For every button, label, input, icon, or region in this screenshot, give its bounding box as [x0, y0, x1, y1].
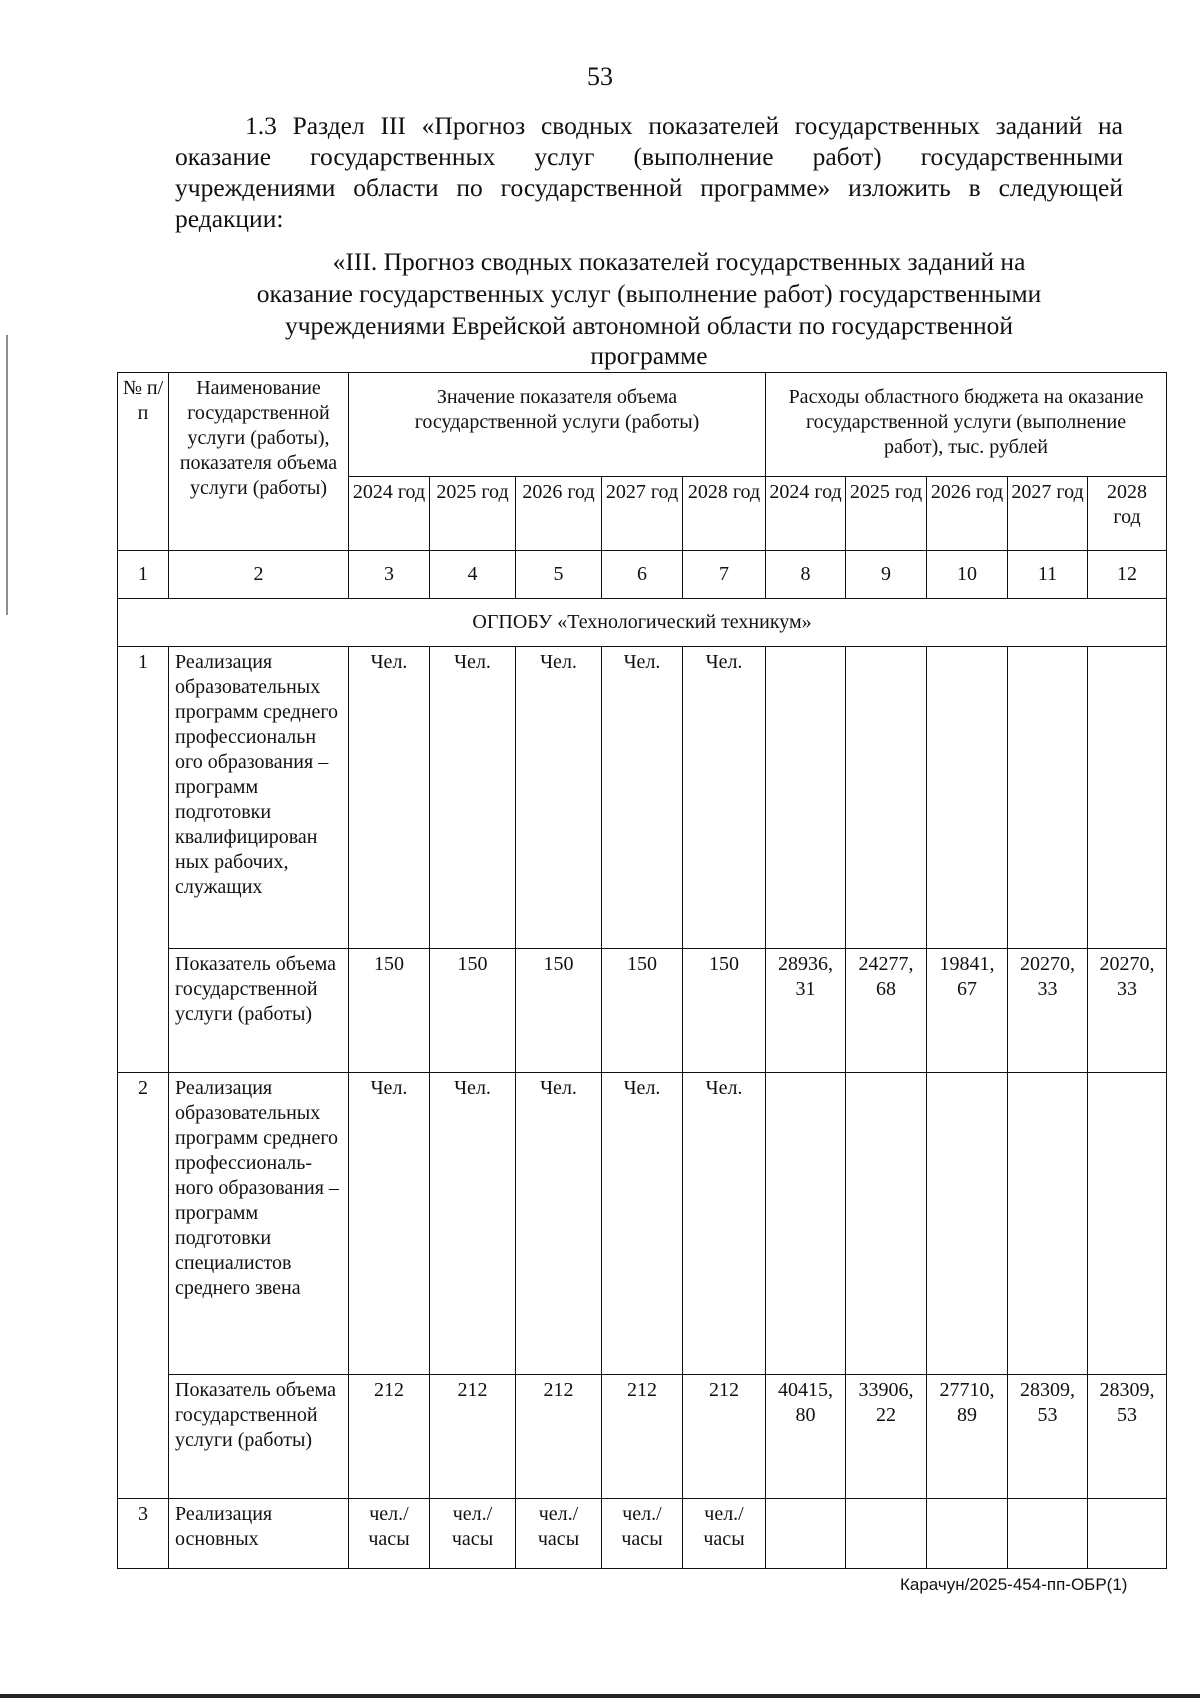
colnum-9: 9: [846, 551, 927, 599]
row-2-volume-2025: 212: [430, 1375, 516, 1499]
row-3-service: Реализация основных: [169, 1499, 349, 1569]
heading-line-3: учреждениями Еврейской автономной области по государственной: [284, 311, 1014, 340]
row-2-volume-2024: 212: [349, 1375, 430, 1499]
heading-line-2: оказание государственных услуг (выполнение работ) государственными: [256, 279, 1042, 308]
colnum-2: 2: [169, 551, 349, 599]
intro-paragraph: [175, 110, 1123, 234]
row-2-volume-2027: 212: [602, 1375, 683, 1499]
row-2-budget-2025: 33906, 22: [846, 1375, 927, 1499]
row-1-volume-2026: 150: [516, 949, 602, 1073]
year-volume-2024: 2024 год: [349, 477, 430, 551]
header-name: Наименование государственной услуги (работы), показателя объема услуги (работы): [169, 373, 349, 551]
row-2-budget-2026: 27710, 89: [927, 1375, 1008, 1499]
row-2-unit-2024: Чел.: [349, 1073, 430, 1375]
colnum-3: 3: [349, 551, 430, 599]
row-1-volume-2027: 150: [602, 949, 683, 1073]
row-3-empty-11: [1008, 1499, 1088, 1569]
row-1-budget-2024: 28936, 31: [766, 949, 846, 1073]
row-1-empty-8: [766, 647, 846, 949]
colnum-12: 12: [1088, 551, 1167, 599]
header-budget-group: Расходы областного бюджета на оказание государственной услуги (выполнение работ), тыс. рублей: [766, 373, 1167, 477]
row-1-unit-2028: Чел.: [683, 647, 766, 949]
row-3-unit-2028: чел./ часы: [683, 1499, 766, 1569]
row-3-empty-10: [927, 1499, 1008, 1569]
header-volume-group: Значение показателя объема государственной услуги (работы): [349, 373, 766, 477]
year-budget-2025: 2025 год: [846, 477, 927, 551]
row-2-unit-2025: Чел.: [430, 1073, 516, 1375]
year-budget-2028: 2028 год: [1088, 477, 1167, 551]
heading-line-1: «III. Прогноз сводных показателей государственных заданий на: [332, 247, 1026, 276]
row-1-indicator: Показатель объема государственной услуги (работы): [169, 949, 349, 1073]
row-2-volume-2026: 212: [516, 1375, 602, 1499]
row-2-empty-8: [766, 1073, 846, 1375]
row-1-volume-2024: 150: [349, 949, 430, 1073]
section-heading: [175, 246, 1123, 372]
colnum-1: 1: [118, 551, 169, 599]
row-2-budget-2024: 40415, 80: [766, 1375, 846, 1499]
scan-artifact-left: [6, 335, 8, 615]
row-3-unit-2026: чел./ часы: [516, 1499, 602, 1569]
row-2-budget-2028: 28309, 53: [1088, 1375, 1167, 1499]
row-1-num: 1: [118, 647, 169, 1073]
year-volume-2026: 2026 год: [516, 477, 602, 551]
year-volume-2027: 2027 год: [602, 477, 683, 551]
year-volume-2028: 2028 год: [683, 477, 766, 551]
row-2-service: Реализация образовательных программ среднего профессиональ-ного образования – программ подготовки специалистов среднего звена: [169, 1073, 349, 1375]
row-1-empty-10: [927, 647, 1008, 949]
row-1-empty-9: [846, 647, 927, 949]
row-1-unit-2024: Чел.: [349, 647, 430, 949]
heading-line-4: программе: [590, 341, 708, 370]
organization-row: ОГПОБУ «Технологический техникум»: [118, 599, 1167, 647]
year-budget-2026: 2026 год: [927, 477, 1008, 551]
row-2-unit-2026: Чел.: [516, 1073, 602, 1375]
row-1-volume-2028: 150: [683, 949, 766, 1073]
row-1-budget-2028: 20270, 33: [1088, 949, 1167, 1073]
row-2-num: 2: [118, 1073, 169, 1499]
header-num: № п/п: [118, 373, 169, 551]
row-3-empty-12: [1088, 1499, 1167, 1569]
colnum-7: 7: [683, 551, 766, 599]
page-number: 53: [587, 62, 613, 91]
row-2-empty-10: [927, 1073, 1008, 1375]
row-3-unit-2024: чел./ часы: [349, 1499, 430, 1569]
row-1-service: Реализация образовательных программ среднего профессиональн ого образования – программ подготовки квалифицирован ных рабочих, служащих: [169, 647, 349, 949]
colnum-6: 6: [602, 551, 683, 599]
colnum-10: 10: [927, 551, 1008, 599]
year-volume-2025: 2025 год: [430, 477, 516, 551]
intro-text: 1.3 Раздел III «Прогноз сводных показателей государственных заданий на оказание государственных услуг (выполнение работ) государственными учреждениями области по государственной программе» изложить в следующей редакции:: [175, 111, 1123, 233]
row-1-volume-2025: 150: [430, 949, 516, 1073]
row-1-unit-2026: Чел.: [516, 647, 602, 949]
row-3-unit-2027: чел./ часы: [602, 1499, 683, 1569]
year-budget-2027: 2027 год: [1008, 477, 1088, 551]
row-3-empty-9: [846, 1499, 927, 1569]
row-1-empty-11: [1008, 647, 1088, 949]
colnum-5: 5: [516, 551, 602, 599]
year-budget-2024: 2024 год: [766, 477, 846, 551]
row-2-unit-2028: Чел.: [683, 1073, 766, 1375]
row-3-num: 3: [118, 1499, 169, 1569]
row-1-unit-2027: Чел.: [602, 647, 683, 949]
row-2-indicator: Показатель объема государственной услуги (работы): [169, 1375, 349, 1499]
row-2-empty-12: [1088, 1073, 1167, 1375]
row-1-budget-2027: 20270, 33: [1008, 949, 1088, 1073]
document-code: Карачун/2025-454-пп-ОБР(1): [900, 1575, 1128, 1594]
row-1-unit-2025: Чел.: [430, 647, 516, 949]
colnum-8: 8: [766, 551, 846, 599]
forecast-table: [117, 372, 1167, 1569]
colnum-11: 11: [1008, 551, 1088, 599]
row-2-unit-2027: Чел.: [602, 1073, 683, 1375]
row-2-empty-11: [1008, 1073, 1088, 1375]
row-1-empty-12: [1088, 647, 1167, 949]
row-2-budget-2027: 28309, 53: [1008, 1375, 1088, 1499]
scan-artifact-bottom: [0, 1694, 1200, 1698]
colnum-4: 4: [430, 551, 516, 599]
row-3-unit-2025: чел./ часы: [430, 1499, 516, 1569]
row-2-empty-9: [846, 1073, 927, 1375]
row-3-empty-8: [766, 1499, 846, 1569]
row-1-budget-2025: 24277, 68: [846, 949, 927, 1073]
row-1-budget-2026: 19841, 67: [927, 949, 1008, 1073]
row-2-volume-2028: 212: [683, 1375, 766, 1499]
